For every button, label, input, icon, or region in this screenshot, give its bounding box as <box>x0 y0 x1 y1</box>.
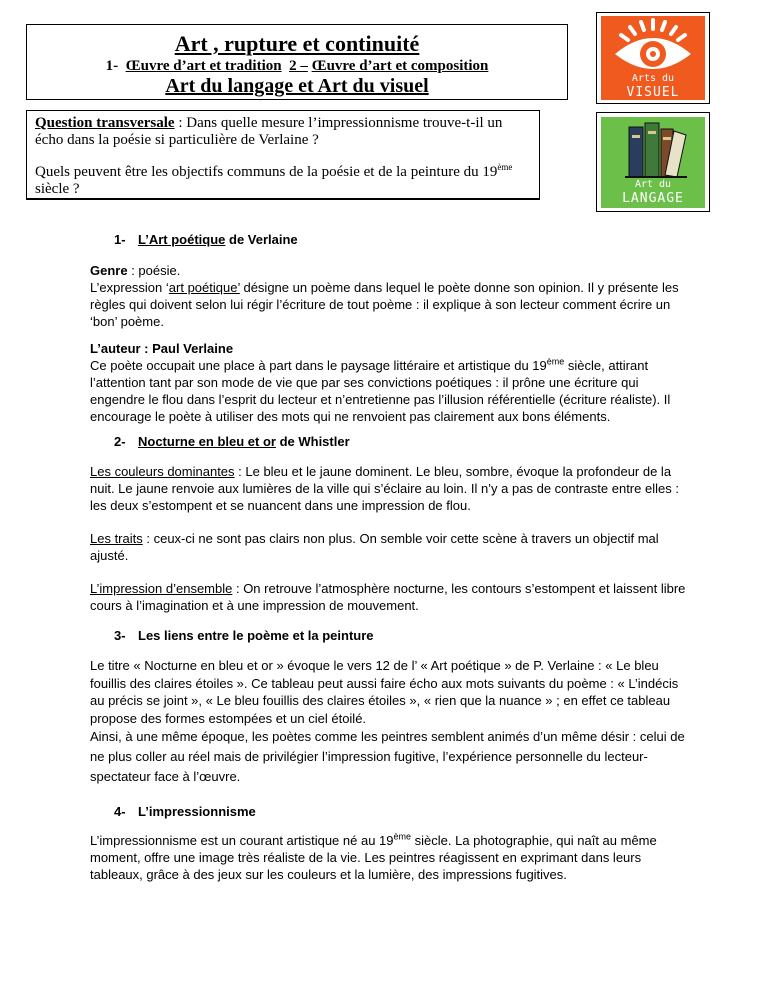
author-sup: ème <box>546 356 565 367</box>
impression-label: L’impression d’ensemble <box>90 581 233 596</box>
section-2-impression <box>90 580 690 614</box>
header-box <box>26 24 568 100</box>
section-4-text-a: L’impressionnisme est un courant artistique né au 19 <box>90 833 394 848</box>
subtitle-part1: Œuvre d’art et tradition <box>125 58 282 74</box>
section-3-title-text: Les liens entre le poème et la peinture <box>138 628 374 643</box>
section-3-paragraph-2: Ainsi, à une même époque, les poètes comme les peintres semblent animés d’un même désir : celui de ne plus coller au réel mais de privilégier l’impression fugitive, l’expérience personnelle du lecteur-spectateur face à l’œuvre. <box>90 729 685 784</box>
section-4-sup: ème <box>393 831 412 842</box>
section-2-number: 2- <box>114 434 126 449</box>
section-2-title-underlined: Nocturne en bleu et or <box>138 434 276 449</box>
traits-label: Les traits <box>90 531 143 546</box>
section-3-number: 3- <box>114 628 126 643</box>
page-title: Art , rupture et continuité <box>174 31 420 56</box>
question-1 <box>35 115 531 149</box>
langage-small-label: Art du <box>634 179 672 190</box>
question-box <box>26 110 540 200</box>
arts-du-visuel-logo <box>601 16 705 100</box>
visuel-small-label: Arts du <box>631 73 675 84</box>
books-icon <box>601 117 705 181</box>
section-1-title-rest: de Verlaine <box>225 232 298 247</box>
author-label: L’auteur : Paul Verlaine <box>90 341 234 356</box>
subtitle-prefix: 1- <box>105 58 119 74</box>
traits-text: : ceux-ci ne sont pas clairs non plus. On semble voir cette scène à travers un objectif mal ajusté. <box>90 531 659 563</box>
question-2 <box>35 164 531 198</box>
question2-text-b: siècle ? <box>35 181 80 197</box>
header-art-subtitle: Art du langage et Art du visuel <box>165 75 429 97</box>
section-3-title <box>114 628 374 643</box>
section-2-colors <box>90 463 690 514</box>
section-3-body <box>90 657 690 787</box>
section-1-title <box>114 232 298 247</box>
subtitle-part2: Œuvre d’art et composition <box>311 58 489 74</box>
impression-text: : On retrouve l’atmosphère nocturne, les contours s’estompent et laissent libre cours à l’imagination et à une impression de mouvement. <box>90 581 686 613</box>
section-1-title-underlined: L’Art poétique <box>138 232 226 247</box>
section-4-text-b: siècle. La photographie, qui naît au même moment, offre une image très réaliste de la vie. Les peintres réagissent en exprimant dans leurs tableaux, grâce à des jeux sur les couleurs et la lumière, des impressions fugitives. <box>90 833 657 882</box>
expr-text-b: désigne un poème dans lequel le poète donne son opinion. Il y présente les règles qui doivent selon lui régir l’écriture de tout poème : il explique à son lecteur comment écrire un ‘bon’ poème. <box>90 280 679 329</box>
section-4-title-text: L’impressionnisme <box>138 804 256 819</box>
question2-text-a: Quels peuvent être les objectifs communs de la poésie et de la peinture du 19 <box>35 164 498 180</box>
section-4-body <box>90 832 690 883</box>
question-label: Question transversale <box>35 115 175 131</box>
section-2-title <box>114 434 350 449</box>
author-text-b: siècle, attirant l’attention tant par son mode de vie que par ses convictions poétiques : il prône une écriture qui engendre le flou dans l’esprit du lecteur et n’entretienne pas l’illusion référentielle (écriture réaliste). Il encourage le poète à utiliser des mots qui ne renvoient pas clairement aux bons éléments. <box>90 358 671 424</box>
genre-value: : poésie. <box>127 263 181 278</box>
section-1-number: 1- <box>114 232 126 247</box>
author-text-a: Ce poète occupait une place à part dans le paysage littéraire et artistique du 19 <box>90 358 547 373</box>
section-1-genre <box>90 262 690 330</box>
section-3-paragraph-1: Le titre « Nocturne en bleu et or » évoque le vers 12 de l’ « Art poétique » de P. Verlaine : « Le bleu fouillis des claires étoiles ». Ce tableau peut aussi faire écho aux mots suivants du poème : « L’indécis au précis se joint », « Le bleu fouillis des claires étoiles », « rien que la nuance » ; en effet ce tableau propose des formes estompées et un ciel étoilé. <box>90 658 679 726</box>
expr-text-underlined: art poétique’ <box>168 280 240 295</box>
eye-icon <box>601 16 705 78</box>
section-2-traits <box>90 530 690 564</box>
langage-big-label: LANGAGE <box>622 191 684 206</box>
question-text: : Dans quelle mesure l’impressionnisme trouve-t-il un écho dans la poésie si particulière de Verlaine ? <box>35 115 503 148</box>
header-subtitle <box>27 57 567 75</box>
section-2-title-rest: de Whistler <box>275 434 350 449</box>
genre-label: Genre <box>90 263 128 278</box>
art-du-langage-logo <box>601 117 705 208</box>
colors-text: : Le bleu et le jaune dominent. Le bleu, sombre, évoque la profondeur de la nuit. Le jaune renvoie aux lumières de la ville qui s’éclaire au loin. Il n’y a pas de contraste entre elles : les deux s’estompent et se nuancent dans une impression de flou. <box>90 464 679 513</box>
section-4-title <box>114 804 256 819</box>
section-1-author <box>90 340 690 425</box>
question2-sup: ème <box>497 162 513 172</box>
expr-text-a: L’expression ‘ <box>90 280 169 295</box>
visuel-big-label: VISUEL <box>626 85 680 100</box>
colors-label: Les couleurs dominantes <box>90 464 235 479</box>
section-4-number: 4- <box>114 804 126 819</box>
subtitle-sep: 2 – <box>289 58 308 74</box>
